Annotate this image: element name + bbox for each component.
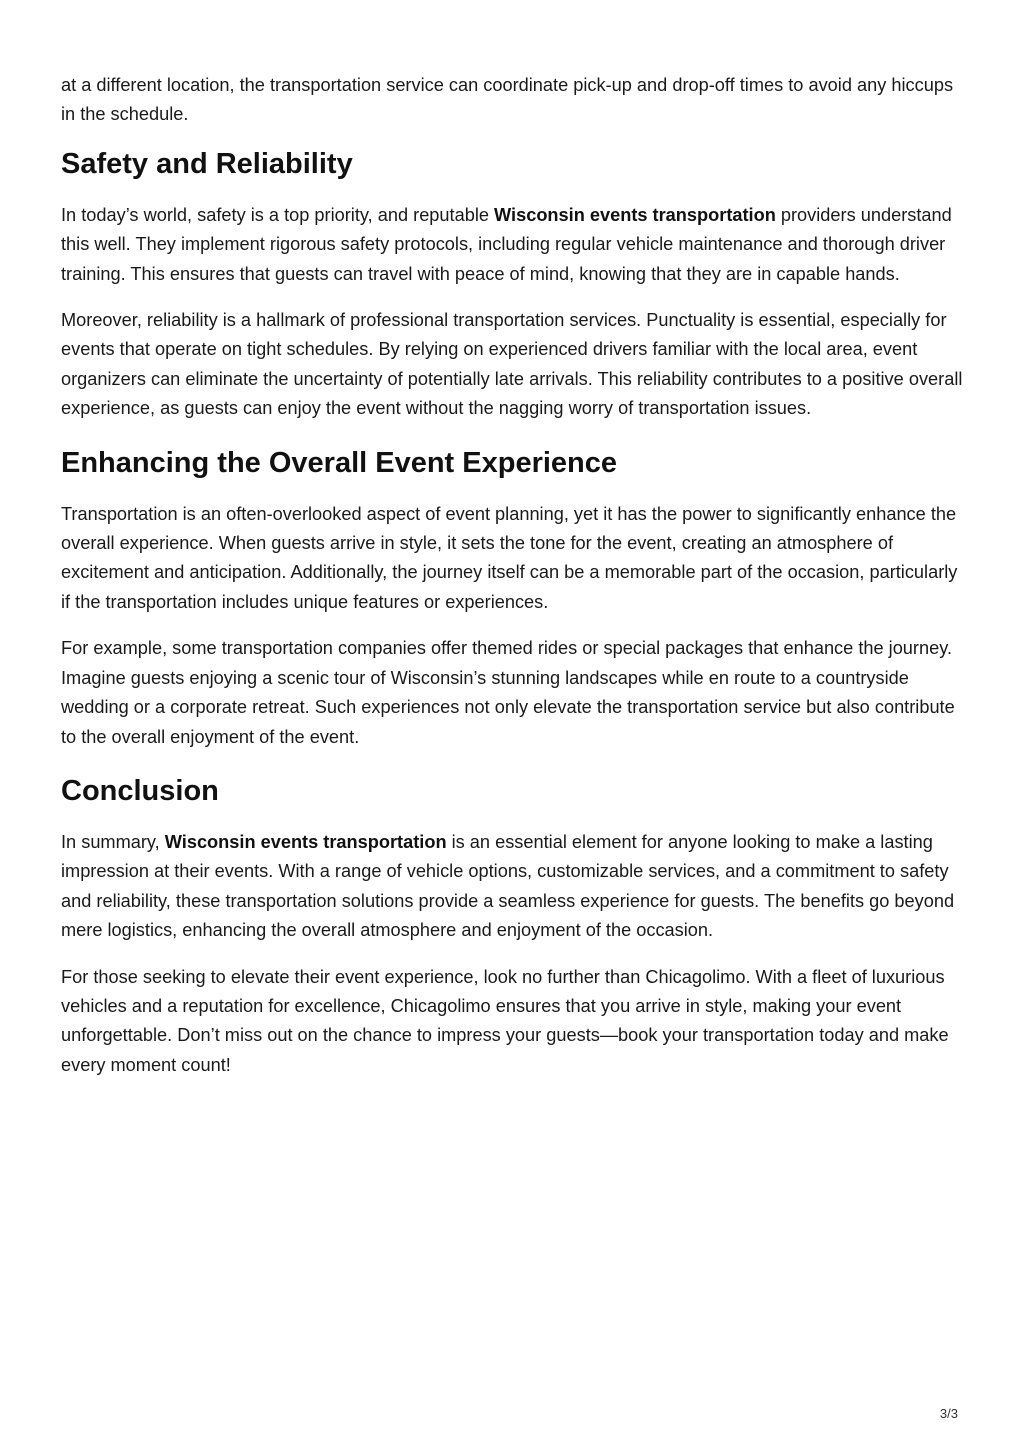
- intro-continuation-paragraph: at a different location, the transportation service can coordinate pick-up and drop-off times to avoid any hiccups in the schedule.: [61, 75, 954, 125]
- enhancing-paragraph-1: Transportation is an often-overlooked aspect of event planning, yet it has the power to significantly enhance the overall experience. When guests arrive in style, it sets the tone for the event, creating an atmosphere of excitement and anticipation. Additionally, the journey itself can be a memorable part of the occasion, particularly if the transportation includes unique features or experiences.: [61, 503, 958, 612]
- enhancing-paragraph-2: For example, some transportation companies offer themed rides or special packages that enhance the journey. Imagine guests enjoying a scenic tour of Wisconsin’s stunning landscapes while en route to a countryside wedding or a corporate retreat. Such experiences not only elevate the transportation service but also contribute to the overall enjoyment of the event.: [61, 638, 955, 747]
- conclusion-p1-text-start: In summary,: [61, 831, 165, 852]
- safety-p1-text-start: In today’s world, safety is a top priority, and reputable: [61, 204, 495, 225]
- conclusion-p1-keyword: Wisconsin events transportation: [164, 831, 447, 852]
- conclusion-paragraph-2: For those seeking to elevate their event experience, look no further than Chicagolimo. With a fleet of luxurious vehicles and a reputation for excellence, Chicagolimo ensures that you arrive in style, making your event unforgettable. Don’t miss out on the chance to impress your guests—book your transportation today and make every moment count!: [61, 966, 949, 1075]
- safety-p1-keyword: Wisconsin events transportation: [494, 204, 776, 225]
- safety-paragraph-2: Moreover, reliability is a hallmark of professional transportation services. Punctuality is essential, especially for events that operate on tight schedules. By relying on experienced drivers familiar with the local area, event organizers can eliminate the uncertainty of potentially late arrivals. This reliability contributes to a positive overall experience, as guests can enjoy the event without the nagging worry of transportation issues.: [61, 310, 963, 419]
- safety-p1-text-end: providers understand this well. They implement rigorous safety protocols, including regular vehicle maintenance and thorough driver training. This ensures that guests can travel with peace of mind, knowing that they are in capable hands.: [61, 204, 952, 284]
- document-page: [61, 71, 964, 1097]
- page-number: 3/3: [939, 1406, 958, 1421]
- conclusion-paragraph-1: [61, 828, 964, 946]
- safety-heading: Safety and Reliability: [61, 147, 353, 180]
- enhancing-heading: Enhancing the Overall Event Experience: [61, 446, 618, 479]
- conclusion-p1-text-end: is an essential element for anyone looking to make a lasting impression at their events. With a range of vehicle options, customizable services, and a commitment to safety and reliability, these transportation solutions provide a seamless experience for guests. The benefits go beyond mere logistics, enhancing the overall atmosphere and enjoyment of the occasion.: [61, 831, 955, 941]
- conclusion-heading: Conclusion: [61, 774, 219, 807]
- safety-paragraph-1: [61, 201, 964, 289]
